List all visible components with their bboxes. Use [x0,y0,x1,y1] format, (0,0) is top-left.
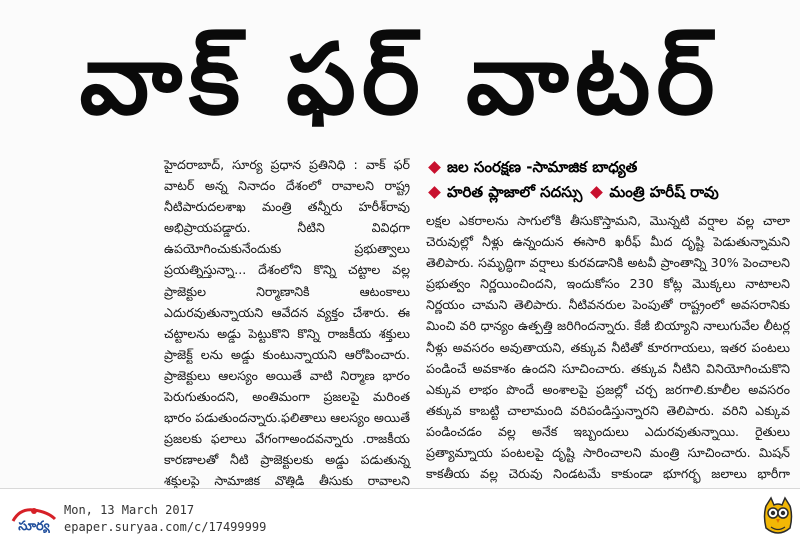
suryaa-logo[interactable] [10,505,58,533]
left-column-text: హైదరాబాద్, సూర్య ప్రధాన ప్రతినిధి : వాక్ ఫర్ వాటర్ అన్న నినాదం దేశంలో రావాలని రాష్ట్ర నీటిపారుదలశాఖ మంత్రి తన్నీరు హరీశ్‌రావు అభిప్రాయపడ్డారు. నీటిని వివిధగా ఉపయోగించుకునేందుకు ప్రభుత్వాలు ప్రయత్నిస్తున్నా... దేశంలోని కొన్ని చట్టాల వల్ల ప్రాజెక్టుల నిర్మాణానికి ఆటంకాలు ఎదురవుతున్నాయని ఆవేదన వ్యక్తం చేశారు. ఈ చట్టాలను అడ్డు పెట్టుకొని కొన్ని రాజకీయ శక్తులు ప్రాజెక్ట్ లను అడ్డు కుంటున్నాయని ఆరోపించారు. ప్రాజెక్టులు ఆలస్యం అయితే వాటి నిర్మాణ భారం పెరుగుతుందని, అంతిమంగా ప్రజలపై మరింత భారం పడుతుందన్నారు.ఫలితాలు ఆలస్యం అయితే ప్రజలకు ఫలాలు వేగంగాఅందవన్నారు .రాజకీయ కారణాలతో నీటి ప్రాజెక్టులకు అడ్డు పడుతున్న శక్తులపై సామాజిక వొత్తిడి తీసుకు రావాలని [164,157,410,488]
bullet-diamond-icon [428,161,441,174]
article-left-column [164,154,410,488]
epaper-url[interactable]: epaper.suryaa.com/c/17499999 [64,520,267,534]
bullet-diamond-icon [591,186,604,199]
headline: వాక్ ఫర్ వాటర్ [79,23,721,137]
subhead-3: మంత్రి హరీష్ రావు [609,183,719,201]
owl-icon [762,496,794,538]
article-right-column [426,210,790,488]
logo-text: సూర్య [18,519,50,533]
subhead-line-2 [426,181,719,203]
subhead-1: జల సంరక్షణ -సామాజిక బాధ్యత [447,158,638,176]
subhead-line-1 [426,156,637,178]
subhead-2: హరిత ప్లాజాలో సదస్సు [447,183,583,201]
edition-date: Mon, 13 March 2017 [64,503,195,517]
bullet-diamond-icon [428,186,441,199]
right-column-text: లక్షల ఎకరాలను సాగులోకి తీసుకొస్తామని, మొన్నటి వర్షాల వల్ల చాలా చెరువుల్లో నీళ్లు ఉన్నందున ఈసారి ఖరీఫ్ మీద దృష్టి పెడుతున్నామని తెలిపారు. సమృద్ధిగా వర్షాలు కురవడానికి అటవీ ప్రాంతాన్ని 30% పెంచాలని ప్రభుత్వం నిర్ణయించిందని, ఇందుకోసం 230 కోట్ల మొక్కలు నాటాలని నిర్ణయం చామని తెలిపారు. నీటివనరుల పెంపుతో రాష్ట్రంలో అవసరానికు మించి వరి ధాన్యం ఉత్పత్తి జరిగిందన్నారు. కేజీ బియ్యాని నాలుగువేల లీటర్ల నీళ్లు అవసరం అవుతాయని, తక్కువ నీటితో కూరగాయలు, ఇతర పంటలు పండించే అవకాశం ఉందని సూచించారు. తక్కువ నీటిని వినియోగించుకొని ఎక్కువ లాభం పొందే అంశాలపై ప్రజల్లో చర్చ జరగాలి.కూలీల అవసరం తక్కువ కాబట్టి చాలామంది వరిపండిస్తున్నారని తెలిపారు. వరిని ఎక్కువ పండించడం వల్ల అనేక ఇబ్బందులు ఎదురవుతున్నాయి. రైతులు ప్రత్యామ్నాయ పంటలపై దృష్టి సారించాలని మంత్రి సూచించారు. మిషన్ కాకతీయ వల్ల చెరువు నిండటమే కాకుండా భూగర్భ జలాలు భారీగా [426,213,790,482]
